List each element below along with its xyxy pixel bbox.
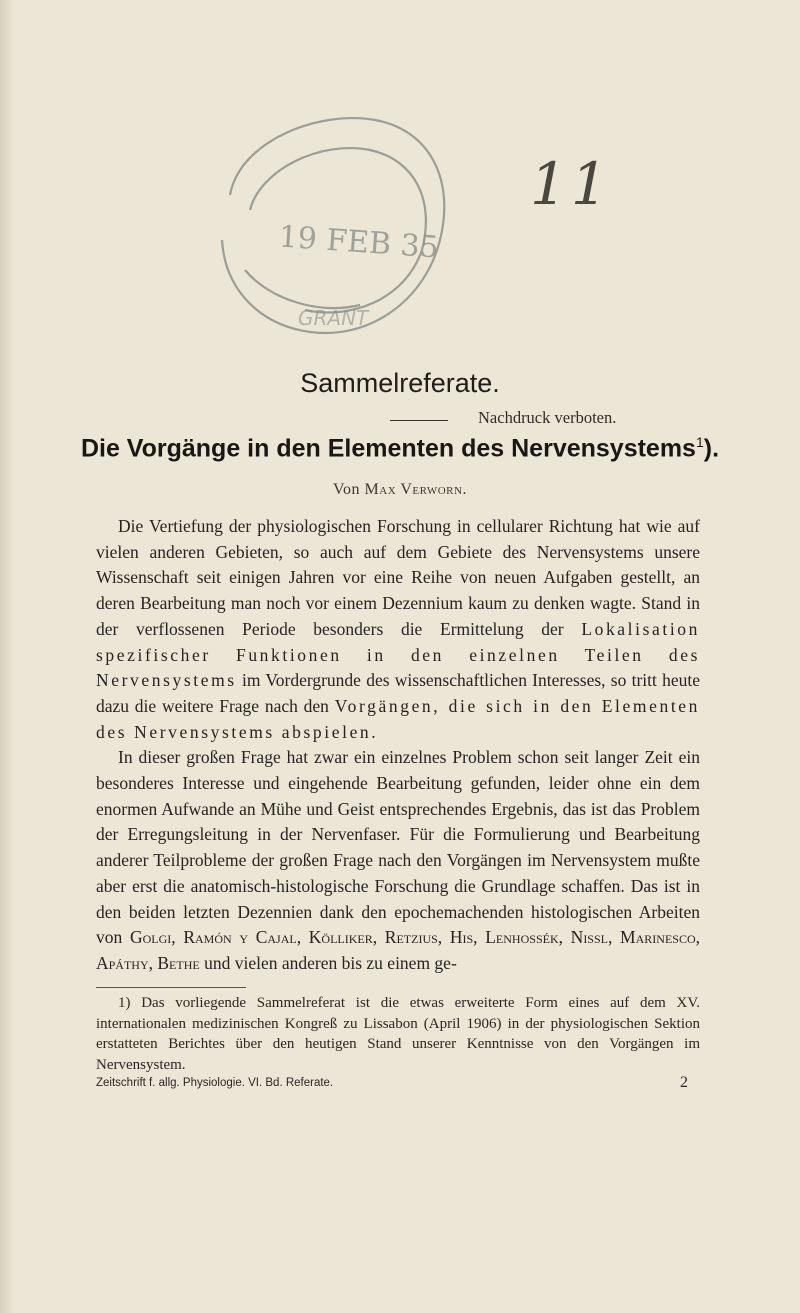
p1-text-a: Die Vertiefung der physiologischen Forschung in cellularer Richtung hat wie auf vielen anderen Gebieten, so auch auf dem Gebiete des Nervensystems unsere Wissenschaft seit einigen Jahren vor eine Reihe von neuen Aufgaben gestellt, an deren Bearbeitung man noch vor einem Dezennium kaum zu denken wagte. Stand in der verflossenen Periode besonders die Ermittelung der xyxy=(96,516,700,639)
page-footer xyxy=(96,1074,700,1095)
p2-text-b: und vielen anderen bis zu einem ge- xyxy=(199,952,457,973)
reprint-notice: Nachdruck verboten. xyxy=(478,408,617,427)
p1-spaced-1: Lokalisation spezifischer Funktionen in den einzelnen Teilen des Nervensystems xyxy=(96,618,700,691)
page-edge xyxy=(0,0,14,1313)
title-end: ). xyxy=(703,434,720,463)
footnote-rule xyxy=(96,987,246,988)
footnote xyxy=(96,993,700,1075)
article-title-text: Die Vorgänge in den Elementen des Nervensystems xyxy=(80,434,696,463)
author-line xyxy=(0,481,800,499)
p2-author-names: Golgi, Ramón y Cajal, Kölliker, Retzius, His, Lenhossék, Nissl, Marinesco, Apáthy, Bethe xyxy=(96,927,700,973)
handwritten-number: 11 xyxy=(530,150,612,218)
journal-reference: Zeitschrift f. allg. Physiologie. VI. Bd. Referate. xyxy=(96,1077,334,1089)
p1-text-b: im Vordergrunde des wissenschaftlichen Interesses, so tritt heute dazu die weitere Frage nach den xyxy=(96,670,700,716)
stamp-text: 19 FEB 35 xyxy=(277,219,440,266)
author-name: Max Verworn. xyxy=(364,481,467,498)
section-heading: Sammelreferate. xyxy=(300,368,500,398)
short-rule xyxy=(390,420,448,421)
paragraph-1 xyxy=(96,514,700,745)
paragraph-2 xyxy=(96,745,700,976)
title-footnote-mark: 1 xyxy=(695,434,704,450)
article-body xyxy=(96,514,700,977)
library-stamp xyxy=(200,100,470,350)
author-prefix: Von xyxy=(333,481,361,498)
p1-spaced-2: Vorgängen, die sich in den Elementen des Nervensystems abspielen. xyxy=(96,695,700,742)
p2-text-a: In dieser großen Frage hat zwar ein einzelnes Problem schon seit langer Zeit ein besonderes Interesse und eingehende Bearbeitung gefunden, leider ohne ein dem enormen Aufwande an Mühe und Geist entsprechendes Ergebnis, das ist das Problem der Erregungsleitung in der Nervenfaser. Für die Formulierung und Bearbeitung anderer Teilprobleme der großen Frage nach den Vorgängen im Nervensystem mußte aber erst die anatomisch-histologische Forschung die Grundlage schaffen. Das ist in den beiden letzten Dezennien dank den epochemachenden histologischen Arbeiten von xyxy=(96,747,700,948)
article-title xyxy=(0,434,800,463)
page-number: 2 xyxy=(680,1074,688,1091)
footnote-text: 1) Das vorliegende Sammelreferat ist die etwas erweiterte Form eines auf dem XV. internationalen medizinischen Kongreß zu Lissabon (April 1906) in der physiologischen Sektion erstatteten Berichtes über den heutigen Stand unserer Kenntnisse von den Vorgängen im Nervensystem. xyxy=(96,995,700,1073)
stamp-lower-text: GRANT xyxy=(298,306,369,330)
